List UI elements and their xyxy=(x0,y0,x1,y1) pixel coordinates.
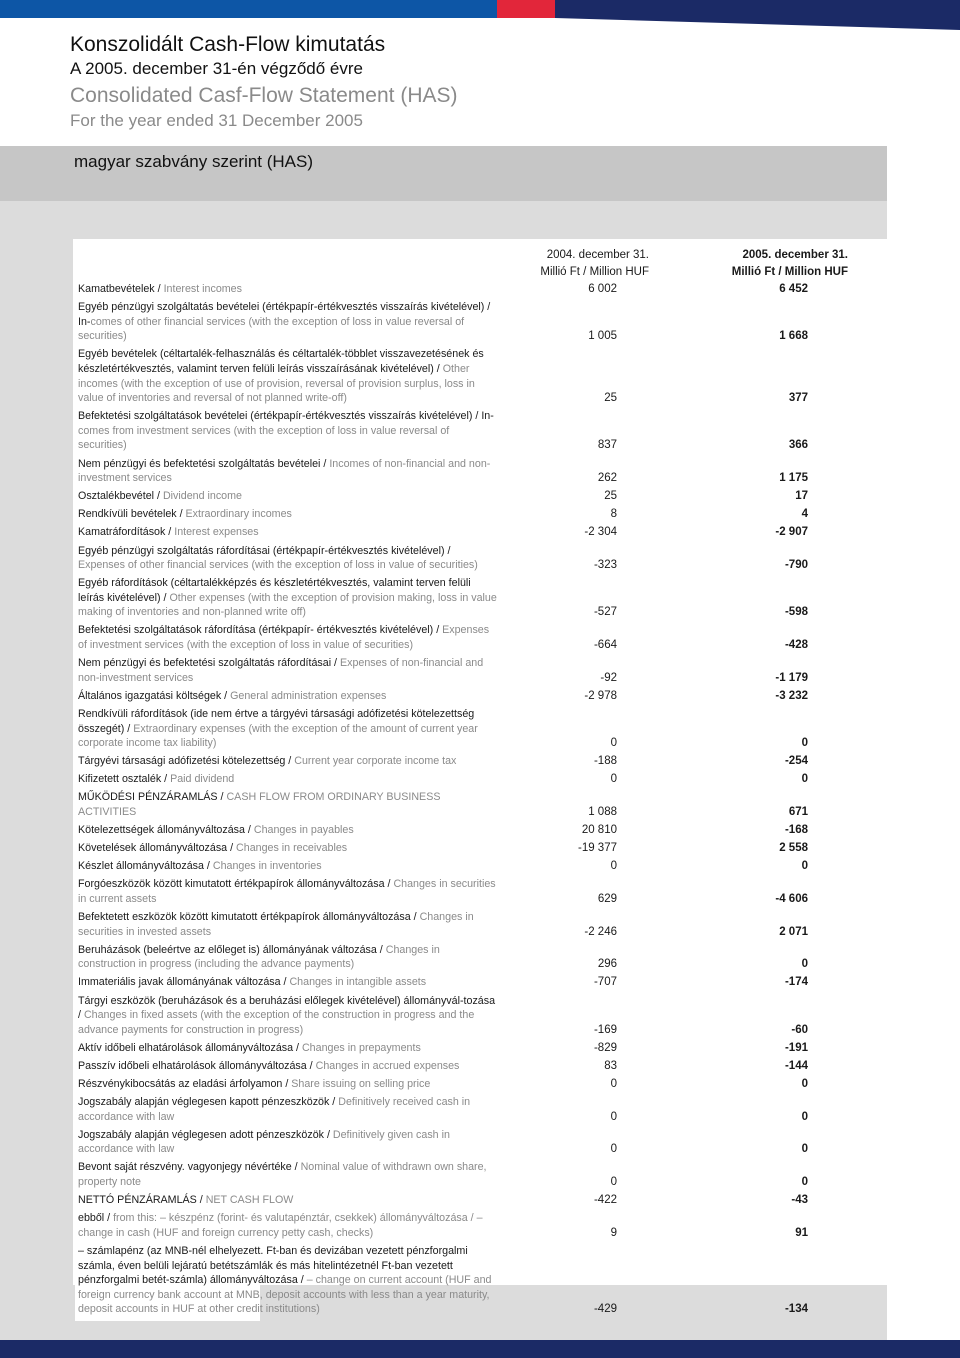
row-label xyxy=(78,300,498,344)
title-hu: Konszolidált Cash-Flow kimutatás xyxy=(70,33,386,56)
row-label xyxy=(78,1095,498,1124)
row-label-hu: Bevont saját részvény. vagyonjegy névértéke / xyxy=(78,1161,301,1174)
value-2005: 2 071 xyxy=(779,925,808,938)
value-2005: 0 xyxy=(801,737,808,750)
value-2005: 17 xyxy=(795,490,808,503)
table-row xyxy=(78,1211,818,1240)
row-label-hu: Passzív időbeli elhatárolások állományváltozása / xyxy=(78,1059,316,1072)
row-label xyxy=(78,623,498,652)
row-label-hu: Kötelezettségek állományváltozása / xyxy=(78,824,254,837)
table-row xyxy=(78,943,818,972)
row-label xyxy=(78,507,498,522)
table-row xyxy=(78,689,818,704)
row-label xyxy=(78,409,498,453)
row-label-hu: Rendkívüli ráfordítások (ide nem értve a tárgyévi társasági adófizetési kötelezettség összegét) / xyxy=(78,707,475,735)
row-label-hu: Általános igazgatási költségek / xyxy=(78,689,231,702)
value-2004: -92 xyxy=(600,671,617,684)
value-2005: -174 xyxy=(784,976,808,989)
value-2004: -664 xyxy=(593,639,617,652)
col-2005-unit: Millió Ft / Million HUF xyxy=(731,266,848,278)
row-label-en: NET CASH FLOW xyxy=(205,1194,294,1207)
value-2004: 0 xyxy=(610,1110,617,1123)
table-row xyxy=(78,656,818,685)
row-label-hu: Immateriális javak állományának változása / xyxy=(78,976,290,989)
row-label-hu: Rendkívüli bevételek / xyxy=(78,508,186,521)
row-label xyxy=(78,859,498,874)
value-2004: 262 xyxy=(597,472,617,485)
row-label-en: Other incomes (with the exception of use of provision, reversal of provision surplus, loss in value of inventories and reversal of not planned write-off) xyxy=(78,362,475,405)
value-2004: 296 xyxy=(597,958,617,971)
row-label-hu: Kamatráfordítások / xyxy=(78,526,175,539)
left-margin-band xyxy=(0,201,73,1358)
row-label xyxy=(78,1244,498,1317)
row-label-hu: Követelések állományváltozása / xyxy=(78,842,237,855)
row-label-en: CASH FLOW FROM ORDINARY BUSINESS ACTIVITIES xyxy=(78,791,441,818)
row-label-en: Changes in securities in invested assets xyxy=(78,911,474,938)
table-row xyxy=(78,489,818,504)
value-2004: -527 xyxy=(593,606,617,619)
row-label-en: comes from investment services (with the exception of loss in value reversal of securities) xyxy=(78,424,450,452)
row-label-hu: Egyéb pénzügyi szolgáltatás bevételei (értékpapír-értékvesztés visszaírás kivételével) / In- xyxy=(78,301,491,328)
value-2004: 1 005 xyxy=(588,330,617,343)
row-label-hu: Jogszabály alapján véglegesen kapott pénzeszközök / xyxy=(78,1096,339,1109)
table-row xyxy=(78,1160,818,1189)
row-label-hu: Befektetési szolgáltatások bevételei (értékpapír-értékvesztés visszaírás kivételével) / In- xyxy=(78,410,494,423)
value-2005: -191 xyxy=(784,1041,808,1054)
row-label xyxy=(78,754,498,769)
standard-label: magyar szabvány szerint (HAS) xyxy=(74,152,314,171)
value-2004: 0 xyxy=(610,860,617,873)
row-label-en: Paid dividend xyxy=(170,773,235,786)
row-label-hu: Részvénykibocsátás az eladási árfolyamon / xyxy=(78,1078,292,1090)
row-label-hu: Kifizetett osztalék / xyxy=(78,773,171,786)
value-2005: -1 179 xyxy=(775,671,808,684)
row-label-en: comes of other financial services (with the exception of loss in value reversal of securities) xyxy=(78,315,465,343)
value-2004: 25 xyxy=(604,392,617,405)
value-2005: 1 175 xyxy=(779,472,808,485)
value-2004: 83 xyxy=(604,1059,617,1072)
row-label xyxy=(78,1041,498,1056)
value-2004: -829 xyxy=(593,1041,617,1054)
row-label-en: Interest incomes xyxy=(163,283,242,295)
table-row xyxy=(78,282,818,297)
table-row xyxy=(78,457,818,486)
value-2005: -428 xyxy=(784,639,808,652)
row-label-hu: Tárgyi eszközök (beruházások és a beruházási előlegek kivételével) állományvál-tozása / xyxy=(78,994,496,1022)
table-row xyxy=(78,1193,818,1208)
value-2004: 6 002 xyxy=(588,283,617,295)
value-2004: 1 088 xyxy=(588,806,617,818)
table-row xyxy=(78,1244,818,1317)
row-label-en: from this: – készpénz (forint- és valutapénztár, csekkek) állományváltozása / – change in cash (HUF and foreign currency petty cash, checks) xyxy=(78,1212,483,1239)
row-label-hu: Kamatbevételek / xyxy=(78,283,164,295)
table-row xyxy=(78,910,818,939)
table-row xyxy=(78,347,818,405)
row-label xyxy=(78,544,498,573)
table-row xyxy=(78,1095,818,1124)
row-label xyxy=(78,282,498,297)
value-2004: 0 xyxy=(610,737,617,750)
table-row xyxy=(78,707,818,751)
table-row xyxy=(78,994,818,1038)
value-2004: -188 xyxy=(593,755,617,768)
table-row xyxy=(78,409,818,453)
row-label-en: Changes in receivables xyxy=(236,842,348,855)
value-2005: 377 xyxy=(788,392,808,405)
row-label-en: Changes in inventories xyxy=(212,860,322,873)
row-label-hu: MŰKÖDÉSI PÉNZÁRAMLÁS / xyxy=(78,791,227,804)
value-2005: 2 558 xyxy=(779,842,808,855)
value-2005: -134 xyxy=(784,1303,808,1316)
value-2005: 1 668 xyxy=(779,330,808,343)
row-label-hu: Befektetett eszközök között kimutatott értékpapírok állományváltozása / xyxy=(78,911,420,924)
page-header xyxy=(70,32,458,132)
value-2005: -790 xyxy=(784,559,808,572)
subtitle-en: For the year ended 31 December 2005 xyxy=(70,111,363,130)
row-label xyxy=(78,707,498,751)
value-2004: -429 xyxy=(593,1303,617,1316)
value-2005: 0 xyxy=(801,860,808,873)
row-label-en: Changes in construction in progress (including the advance payments) xyxy=(78,943,440,971)
value-2005: 671 xyxy=(788,806,808,818)
value-2004: 0 xyxy=(610,1176,617,1189)
row-label xyxy=(78,975,498,990)
value-2004: 0 xyxy=(610,1143,617,1156)
col-2005-date: 2005. december 31. xyxy=(742,249,848,261)
row-label-en: Changes in intangible assets xyxy=(289,976,427,989)
table-row xyxy=(78,1128,818,1157)
row-label-hu: Befektetési szolgáltatások ráfordítása (értékpapír- értékvesztés kivételével) / xyxy=(78,624,443,637)
row-label xyxy=(78,1160,498,1189)
row-label xyxy=(78,347,498,405)
value-2004: 629 xyxy=(597,892,617,905)
top-navy-wedge xyxy=(555,0,960,30)
row-label-en: Changes in securities in current assets xyxy=(78,878,496,905)
row-label xyxy=(78,1077,498,1092)
row-label xyxy=(78,457,498,486)
row-label xyxy=(78,994,498,1038)
row-label-hu: ebből / xyxy=(78,1212,114,1225)
row-label-en: Share issuing on selling price xyxy=(291,1078,431,1090)
row-label xyxy=(78,790,498,819)
value-2005: 91 xyxy=(795,1226,808,1239)
row-label-en: Current year corporate income tax xyxy=(294,755,457,768)
value-2004: -422 xyxy=(593,1194,617,1207)
value-2005: -3 232 xyxy=(775,689,808,702)
table-row xyxy=(78,576,818,620)
row-label-en: Changes in fixed assets (with the exception of the construction in progress and the advance payments for construction in progress) xyxy=(78,1009,475,1036)
row-label xyxy=(78,576,498,620)
table-row xyxy=(78,754,818,769)
row-label-hu: Beruházások (beleértve az előleget is) állományának változása / xyxy=(78,943,386,956)
value-2005: 4 xyxy=(801,508,808,521)
row-label xyxy=(78,689,498,704)
value-2005: -4 606 xyxy=(775,892,808,905)
value-2005: 366 xyxy=(788,439,808,452)
title-en: Consolidated Casf-Flow Statement (HAS) xyxy=(70,84,458,107)
row-label xyxy=(78,489,498,504)
row-label xyxy=(78,841,498,856)
row-label xyxy=(78,1128,498,1157)
row-label-hu: Osztalékbevétel / xyxy=(78,490,163,503)
row-label xyxy=(78,1211,498,1240)
value-2004: -323 xyxy=(593,559,617,572)
table-row xyxy=(78,525,818,540)
row-label-en: Changes in prepayments xyxy=(301,1041,421,1054)
table-row xyxy=(78,859,818,874)
row-label-hu: – számlapénz (az MNB-nél elhelyezett. Ft-ban és devizában vezetett pénzforgalmi számla, éven belüli lejáratú betétszámlák és más hitelintézetnél Ft-ban vezetett pénzforgalmi betét-számla) állományváltozása / xyxy=(78,1244,468,1287)
row-label-en: Changes in payables xyxy=(253,824,354,837)
row-label xyxy=(78,525,498,540)
value-2005: 0 xyxy=(801,1176,808,1189)
value-2004: -2 246 xyxy=(584,925,617,938)
value-2004: -2 978 xyxy=(584,689,617,702)
value-2004: -2 304 xyxy=(584,526,617,539)
row-label xyxy=(78,910,498,939)
row-label-hu: Egyéb bevételek (céltartalék-felhasználás és céltartalék-többlet visszavezetésének és készletértékvesztés, valamint terven felüli leírás visszaírásának kivételével) / xyxy=(78,348,484,375)
row-label xyxy=(78,823,498,838)
value-2005: -254 xyxy=(784,755,808,768)
row-label xyxy=(78,1193,498,1208)
table-row xyxy=(78,772,818,787)
col-2004-date: 2004. december 31. xyxy=(546,249,649,261)
value-2005: 0 xyxy=(801,1110,808,1123)
row-label-hu: Nem pénzügyi és befektetési szolgáltatás bevételei / xyxy=(78,457,330,470)
table-row xyxy=(78,841,818,856)
cash-flow-table xyxy=(78,282,818,1320)
table-row xyxy=(78,623,818,652)
table-top-band xyxy=(73,201,887,239)
value-2005: -168 xyxy=(784,824,808,837)
row-label xyxy=(78,877,498,906)
value-2005: -2 907 xyxy=(775,526,808,539)
row-label-en: Extraordinary expenses (with the exception of the amount of current year corporate income tax liability) xyxy=(78,722,478,750)
row-label-hu: Egyéb ráfordítások (céltartalékképzés és készletértékvesztés, valamint terven felüli leírás kivételével) / xyxy=(78,577,471,604)
value-2004: -169 xyxy=(593,1023,617,1036)
value-2004: 9 xyxy=(610,1226,617,1239)
row-label-hu: Tárgyévi társasági adófizetési kötelezettség / xyxy=(78,755,295,768)
value-2005: 6 452 xyxy=(779,283,808,295)
row-label-en: – change on current account (HUF and foreign currency bank account at MNB, deposit accounts with less than a year maturity, deposit accounts in HUF at other credit institutions) xyxy=(78,1274,492,1316)
bottom-navy-band xyxy=(0,1340,960,1358)
row-label-en: Changes in accrued expenses xyxy=(315,1059,460,1072)
row-label-hu: Forgóeszközök között kimutatott értékpapírok állományváltozása / xyxy=(78,878,394,891)
table-row xyxy=(78,544,818,573)
table-row xyxy=(78,790,818,819)
value-2005: 0 xyxy=(801,1143,808,1156)
row-label-en: Definitively given cash in accordance with law xyxy=(78,1128,450,1156)
value-2005: -60 xyxy=(791,1023,808,1036)
row-label-en: Definitively received cash in accordance with law xyxy=(78,1096,471,1123)
value-2004: -19 377 xyxy=(577,842,617,855)
row-label-hu: Készlet állományváltozása / xyxy=(78,860,213,873)
row-label-hu: NETTÓ PÉNZÁRAMLÁS / xyxy=(78,1194,206,1207)
value-2004: -707 xyxy=(593,976,617,989)
row-label-en: Expenses of other financial services (with the exception of loss in value of securities) xyxy=(78,559,478,572)
col-2004-unit: Millió Ft / Million HUF xyxy=(540,266,649,278)
table-row xyxy=(78,300,818,344)
row-label-hu: Jogszabály alapján véglegesen adott pénzeszközök / xyxy=(78,1128,333,1141)
row-label xyxy=(78,943,498,972)
value-2005: 0 xyxy=(801,773,808,786)
row-label xyxy=(78,772,498,787)
row-label-en: Interest expenses xyxy=(174,526,259,539)
row-label-en: Incomes of non-financial and non-investment services xyxy=(78,457,491,485)
row-label xyxy=(78,1059,498,1074)
row-label-hu: Egyéb pénzügyi szolgáltatás ráfordításai (értékpapír-értékvesztés kivételével) / xyxy=(78,544,451,557)
value-2005: -43 xyxy=(791,1194,808,1207)
row-label-en: General administration expenses xyxy=(230,689,387,702)
table-row xyxy=(78,823,818,838)
value-2005: -144 xyxy=(784,1059,808,1072)
table-row xyxy=(78,1041,818,1056)
table-row xyxy=(78,877,818,906)
row-label-en: Nominal value of withdrawn own share, property note xyxy=(78,1161,487,1189)
table-row xyxy=(78,1059,818,1074)
row-label-hu: Aktív időbeli elhatárolások állományváltozása / xyxy=(78,1041,302,1054)
value-2004: 0 xyxy=(610,1078,617,1090)
subtitle-hu: A 2005. december 31-én végződő évre xyxy=(70,59,363,78)
value-2005: 0 xyxy=(801,1078,808,1090)
row-label-en: Dividend income xyxy=(162,490,242,503)
value-2005: -598 xyxy=(784,606,808,619)
row-label-en: Expenses of investment services (with the exception of loss in value of securities) xyxy=(78,624,490,652)
top-red-accent xyxy=(497,0,555,18)
value-2004: 837 xyxy=(597,439,617,452)
value-2004: 25 xyxy=(604,490,617,503)
table-row xyxy=(78,975,818,990)
row-label-hu: Nem pénzügyi és befektetési szolgáltatás ráfordításai / xyxy=(78,657,340,670)
value-2004: 0 xyxy=(610,773,617,786)
value-2004: 8 xyxy=(610,508,617,521)
row-label-en: Expenses of non-financial and non-investment services xyxy=(78,657,484,684)
table-row xyxy=(78,1077,818,1092)
table-row xyxy=(78,507,818,522)
value-2004: 20 810 xyxy=(581,824,617,837)
value-2005: 0 xyxy=(801,958,808,971)
row-label xyxy=(78,656,498,685)
row-label-en: Other expenses (with the exception of provision making, loss in value making of inventories and non-planned write off) xyxy=(78,591,497,619)
row-label-en: Extraordinary incomes xyxy=(185,508,292,521)
